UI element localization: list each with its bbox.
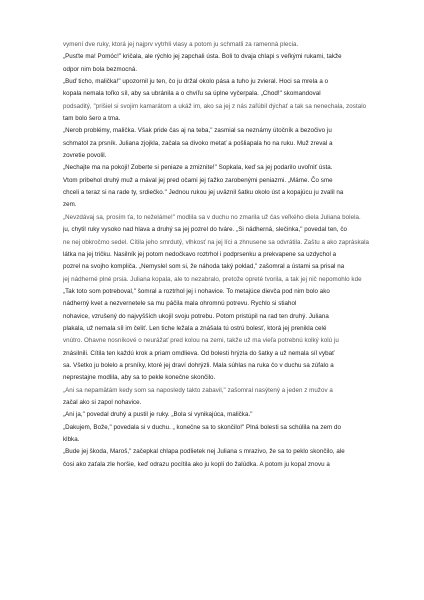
text-line: nádherný kvet a nezvernetele sa mu páčila mala ohromnú potrevu. Rychlo si stiahol (63, 300, 297, 308)
text-line: neprestajne modlila, aby sa to pekle konečne skončilo. (63, 374, 216, 382)
text-line: odpor nim bola bezmocná. (63, 65, 138, 73)
text-line: začal ako si zapol nohavice. (63, 398, 142, 406)
text-line: sa. Všetko ju bolelo a prsníky, ktoré jej draví dohrýzli. Mala súhlas na ruka čo v duchu sa zúfalo a (63, 361, 334, 369)
text-line: podsaditý, "prišiel si svojim kamarátom a ukáž im, ako sa jej z nás zaľúbil dýchať a tak sa nenechala, zostalo (63, 102, 367, 110)
text-line: „Bude jej škoda, Maroš," začepkal chlapa podlietek nej Juliana s mrazivo, že sa to peklo skončilo, ale (63, 448, 345, 456)
text-line: zovretie povolil. (63, 152, 107, 160)
text-line: „Tak toto som potreboval," šomral a roztrhol jej i nohavice. To metajúce dievča pod nim bolo ako (63, 287, 330, 295)
text-line: schmatol za prsník. Juliana zjojkla, začala sa divoko metať a pošliapala ho na ruku. Muž zreval a (63, 139, 333, 147)
text-line: čosi ako zaťala zle horšie, keď odrazu pocítila ako ju kopli do žalúdka. A potom ju kopal znovu a (63, 460, 330, 468)
text-line: vnútro. Ohavne nosníkové o neurážať pred kolou na zemi, takže už ma vieľa potrebnú kolký kolú ju (63, 337, 339, 345)
text-line: znásilnili. Cítila ten každú krok a priam omdlieva. Od bolesti hrýzla do šatky a už nemala síl vybať (63, 349, 335, 357)
text-line: pozrel na svojho kompliča. „Nemyslel som si, že náhoda taký poklad," zašomral a ústami sa prisal na (63, 263, 345, 271)
text-line: „Ani ja," povedal druhý a pustil je ruky. „Bola si vynikajúca, malička." (63, 411, 253, 419)
text-line: „Nevzdávaj sa, prosím ťa, to neželáme!" modlila sa v duchu no zmarila už čas veľkého diela Juliana bolela. (63, 213, 361, 221)
text-line: „Nerob problémy, malička. Však pride čas aj na teba," zasmial sa neznámy útočník a bezočivo ju (63, 127, 332, 135)
text-line: nohavice, vzrušený do najvyšších ukojil svoju potrebu. Potom pristúpil na rad ten druhý. Juliana (63, 312, 329, 320)
text-line: zem. (63, 201, 77, 209)
text-line: „Pusťte ma! Pomóc!" kričala, ale rýchlo jej zapchali ústa. Boli to dvaja chlapi s veľkými rukami, takže (63, 53, 342, 61)
text-line: Vtom pribehol druhý muž a mával jej pred očami jej ťažko zarobenými peniazmi. „Máme. Čo sme (63, 176, 333, 184)
text-line: kopala nemala toľko síl, aby sa ubránila a o chvíľu sa úplne vyčerpala. „Chod!" skomandoval (63, 90, 321, 98)
text-line: „Nechajte ma na pokoji! Zoberte si peniaze a zmiznite!" Sopkala, keď sa jej podarilo uvoľniť ústa. (63, 164, 333, 172)
text-line: klbka. (63, 436, 80, 443)
text-line: plakala, už nemala síl im čeliť. Len tiche ležala a znášala tú ostrú bolesť, ktorá jej prenikla celé (63, 324, 327, 332)
text-line: látka na jej tričku. Nasilník jej potom nedočkavo roztrhol i podprsenku a prekvapene sa uzdychol a (63, 250, 337, 258)
text-line: jej nádherné plné prsia. Juliana kopala, ale to nezabralo, pretože opreté tvorila, a tak jej nič nepomohlo kde (63, 275, 362, 283)
text-line: vymení dve ruky, ktorá jej najprv vytrhli vlasy a potom ju schmatli za ramenná plecia. (63, 41, 299, 48)
text-line: chceli a teraz si na rade ty, srdiečko." Jednou rukou jej uväznil šatku okolo úst a kopajúcu ju zvalil na (63, 189, 344, 197)
text-line: „Ani sa nepamätám kedy som sa naposledy takto zabavil," zašomral nasýtený a jeden z mužov a (63, 386, 333, 394)
text-line: ju, chytil ruky vysoko nad hlava a druhý sa jej pozrel do tváre. „Si nádherná, slečinka," povedal ten, čo (63, 226, 347, 234)
text-line: „Dakujem, Bože," povedala si v duchu. „ konečne sa to skončilo!" Plná bolesti sa schúlila na zem do (63, 423, 341, 431)
text-line: „Buď ticho, malička!" upozornil ju ten, čo ju držal okolo pása a tuho ju zvieral. Hoci sa mrela a o (63, 78, 329, 86)
text-line: ne nej obkročmo sedel. Cítila jeho smrdutý, vlhkosť na jej líci a zhnusene sa odvrátila. Zaštu a ako zapráskala (63, 238, 370, 246)
text-line: tam bolo šero a tma. (63, 115, 121, 123)
